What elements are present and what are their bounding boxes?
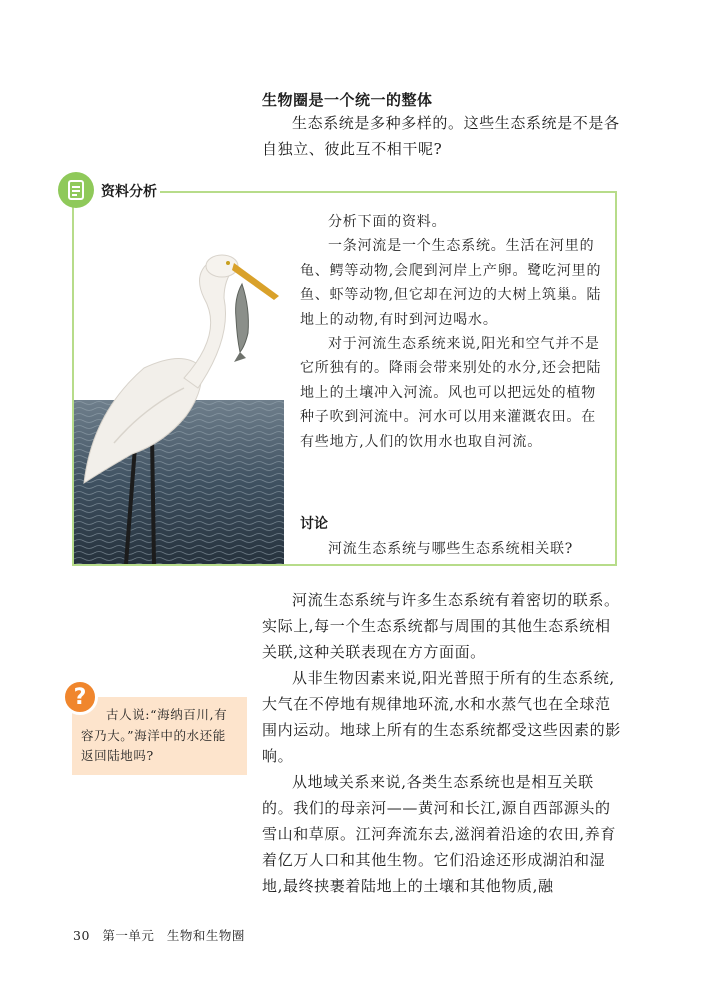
document-icon-glyph	[64, 178, 88, 202]
analysis-paragraph: 对于河流生态系统来说,阳光和空气并不是它所独有的。降雨会带来别处的水分,还会把陆地上的土壤冲入河流。风也可以把远处的植物种子吹到河流中。河水可以用来灌溉农田。在有些地方,人们的饮用水也取自河流。	[300, 336, 602, 450]
main-body	[262, 587, 622, 899]
discussion-question: 河流生态系统与哪些生态系统相关联?	[328, 541, 574, 557]
page-footer	[73, 926, 253, 944]
question-box	[72, 697, 247, 775]
intro-text: 生态系统是多种多样的。这些生态系统是不是各自独立、彼此互不相干呢?	[262, 114, 620, 158]
question-mark-icon: ?	[62, 679, 98, 715]
analysis-paragraph: 一条河流是一个生态系统。生活在河里的龟、鳄等动物,会爬到河岸上产卵。鹭吃河里的鱼、虾等动物,但它却在河边的大树上筑巢。陆地上的动物,有时到河边喝水。	[300, 238, 602, 328]
page-number: 30	[73, 928, 90, 943]
document-icon	[58, 172, 94, 208]
egret-photo	[74, 238, 284, 564]
section-title: 生物圈是一个统一的整体	[262, 91, 433, 109]
intro-paragraph	[262, 110, 622, 162]
footer-unit: 第一单元	[102, 928, 155, 943]
body-paragraph: 从地域关系来说,各类生态系统也是相互关联的。我们的母亲河——黄河和长江,源自西部源头的雪山和草原。江河奔流东去,滋润着沿途的农田,养育着亿万人口和其他生物。它们沿途还形成湖泊和湿地,最终挟裹着陆地上的土壤和其他物质,融	[262, 773, 616, 895]
egret-illustration	[74, 238, 284, 564]
discussion-label: 讨论	[300, 516, 328, 532]
question-text: 古人说:“海纳百川,有容乃大。”海洋中的水还能返回陆地吗?	[81, 707, 228, 763]
analysis-box-top-border	[160, 191, 617, 193]
body-paragraph: 从非生物因素来说,阳光普照于所有的生态系统,大气在不停地有规律地环流,水和水蒸气也在全球范围内运动。地球上所有的生态系统都受这些因素的影响。	[262, 669, 621, 765]
analysis-label: 资料分析	[101, 184, 157, 200]
footer-unit-title: 生物和生物圈	[166, 928, 245, 943]
analysis-paragraph: 分析下面的资料。	[328, 214, 447, 230]
body-paragraph: 河流生态系统与许多生态系统有着密切的联系。实际上,每一个生态系统都与周围的其他生态系统相关联,这种关联表现在方方面面。	[262, 591, 620, 661]
analysis-material	[300, 210, 605, 454]
